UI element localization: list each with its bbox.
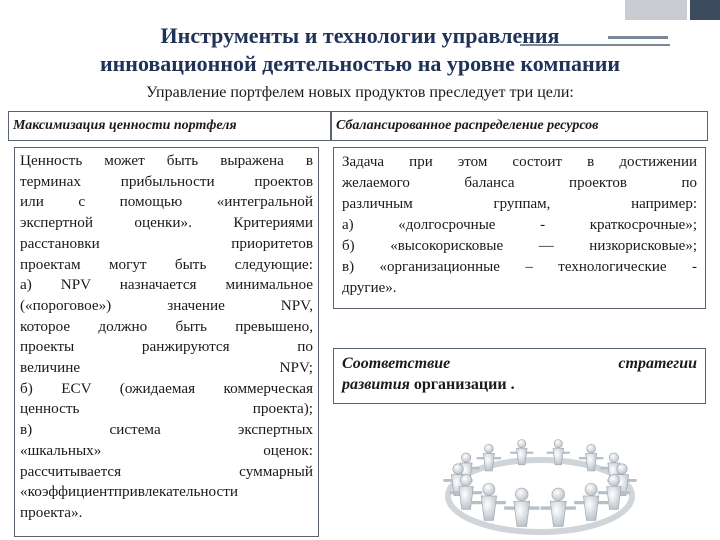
text-line: величине NPV; [20,359,313,377]
text-line: расстановки приоритетов [20,234,313,252]
strategy-alignment-text [342,353,697,395]
text-line: или с помощью «интегральной [20,193,313,211]
text-line: терминах прибыльности проектов [20,172,313,190]
person-figure [541,488,576,526]
text-line: ценность проекта); [20,400,313,418]
text-line: экспертной оценки». Критериями [20,214,313,232]
text-line: б) «высокорисковые — низкорисковые»; [342,238,697,254]
text-line: Ценность может быть выражена в [20,152,313,169]
resource-balance-textbox [333,147,706,309]
text-line: различным группам, например: [342,196,697,212]
person-figure [574,483,608,520]
portfolio-value-text [20,151,313,524]
text-line: в) система экспертных [20,421,313,439]
resource-balance-text [342,152,697,299]
text-line: желаемого баланса проектов по [342,175,697,191]
strategy-word: развития [342,376,410,393]
text-line: которое должно быть превышено, [20,317,313,335]
person-figure [504,488,539,526]
strategy-word: стратегии [618,355,697,372]
text-line: а) NPV назначается минимальное [20,276,313,294]
text-line: «коэффициентпривлекательности [20,483,239,501]
column-header-resource-balance: Сбалансированное распределение ресурсов [331,111,708,141]
title-line-1: Инструменты и технологии управления [160,23,560,48]
slide-title [0,22,720,78]
text-line: («пороговое») значение NPV, [20,296,313,314]
slide-subtitle: Управление портфелем новых продуктов преследует три цели: [146,84,574,101]
portfolio-value-textbox [14,147,319,537]
column-header-portfolio-value: Максимизация ценности портфеля [8,111,331,141]
text-line: другие». [342,280,397,296]
text-line: рассчитывается суммарный [20,462,313,480]
decorative-bar-grey [625,0,687,20]
people-circle-illustration [440,408,640,540]
text-line: б) ECV (ожидаемая коммерческая [20,379,313,397]
text-line: а) «долгосрочные - краткосрочные»; [342,217,697,233]
strategy-word: Соответствие [342,355,451,372]
text-line: проекты ранжируются по [20,338,313,356]
person-figure [472,483,506,520]
decorative-bar-dark [690,0,720,20]
text-line: «шкальных» оценок: [20,441,313,459]
text-line: проектам могут быть следующие: [20,255,313,273]
strategy-word: организации . [413,376,515,393]
text-line: в) «организационные – технологические - [342,259,697,275]
strategy-alignment-textbox [333,348,706,404]
title-line-2: инновационной деятельностью на уровне компании [99,51,621,76]
text-line: проекта». [20,503,83,521]
text-line: Задача при этом состоит в достижении [342,154,697,170]
